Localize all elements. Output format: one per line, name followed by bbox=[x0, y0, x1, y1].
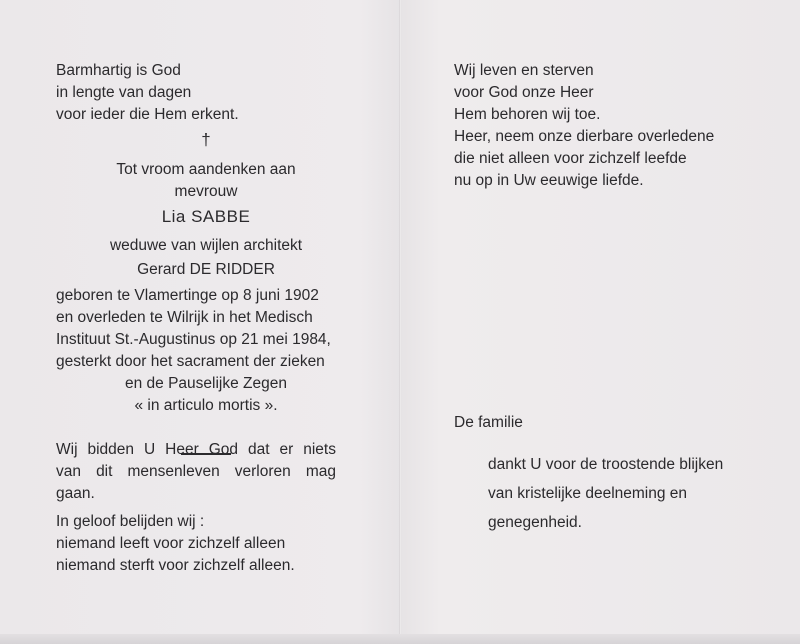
verse-line: Barmhartig is God bbox=[56, 62, 181, 79]
spouse-name: Gerard DE RIDDER bbox=[137, 261, 275, 278]
verse-line: nu op in Uw eeuwige liefde. bbox=[454, 172, 644, 189]
verse-line: Hem behoren wij toe. bbox=[454, 106, 601, 123]
thanks-line: van kristelijke deelneming en bbox=[488, 485, 688, 502]
creed-line: niemand leeft voor zichzelf alleen bbox=[56, 535, 286, 552]
verse-line: Heer, neem onze dierbare overledene bbox=[454, 128, 715, 145]
verse-line: in lengte van dagen bbox=[56, 84, 192, 101]
creed-line: niemand sterft voor zichzelf alleen. bbox=[56, 557, 295, 574]
thanks-line: genegenheid. bbox=[488, 514, 582, 531]
biography-line: gesterkt door het sacrament der zieken bbox=[56, 353, 325, 370]
prayer-line: van dit mensenleven verloren mag bbox=[56, 463, 336, 480]
deceased-name: Lia SABBE bbox=[161, 207, 251, 226]
prayer-line: Wij bidden U Heer God dat er niets bbox=[56, 441, 336, 458]
prayer-line: gaan. bbox=[56, 485, 95, 502]
verse-line: voor ieder die Hem erkent. bbox=[56, 106, 239, 123]
verse-line: voor God onze Heer bbox=[454, 84, 594, 101]
intro-line: mevrouw bbox=[174, 183, 238, 200]
biography-line: « in articulo mortis ». bbox=[134, 397, 278, 414]
biography-line: en de Pauselijke Zegen bbox=[124, 375, 287, 392]
thanks-line: dankt U voor de troostende blijken bbox=[488, 456, 724, 473]
family-heading: De familie bbox=[454, 414, 523, 431]
card-bottom-edge bbox=[0, 634, 800, 644]
biography-line: Instituut St.-Augustinus op 21 mei 1984, bbox=[56, 331, 331, 348]
biography-line: en overleden te Wilrijk in het Medisch bbox=[56, 309, 313, 326]
intro-line: Tot vroom aandenken aan bbox=[116, 161, 296, 178]
verse-line: Wij leven en sterven bbox=[454, 62, 594, 79]
verse-line: die niet alleen voor zichzelf leefde bbox=[454, 150, 687, 167]
biography-line: geboren te Vlamertinge op 8 juni 1902 bbox=[56, 287, 319, 304]
cross-icon: † bbox=[201, 130, 211, 149]
creed-line: In geloof belijden wij : bbox=[56, 513, 205, 530]
card-fold bbox=[399, 0, 401, 644]
spouse-line: weduwe van wijlen architekt bbox=[109, 237, 303, 254]
